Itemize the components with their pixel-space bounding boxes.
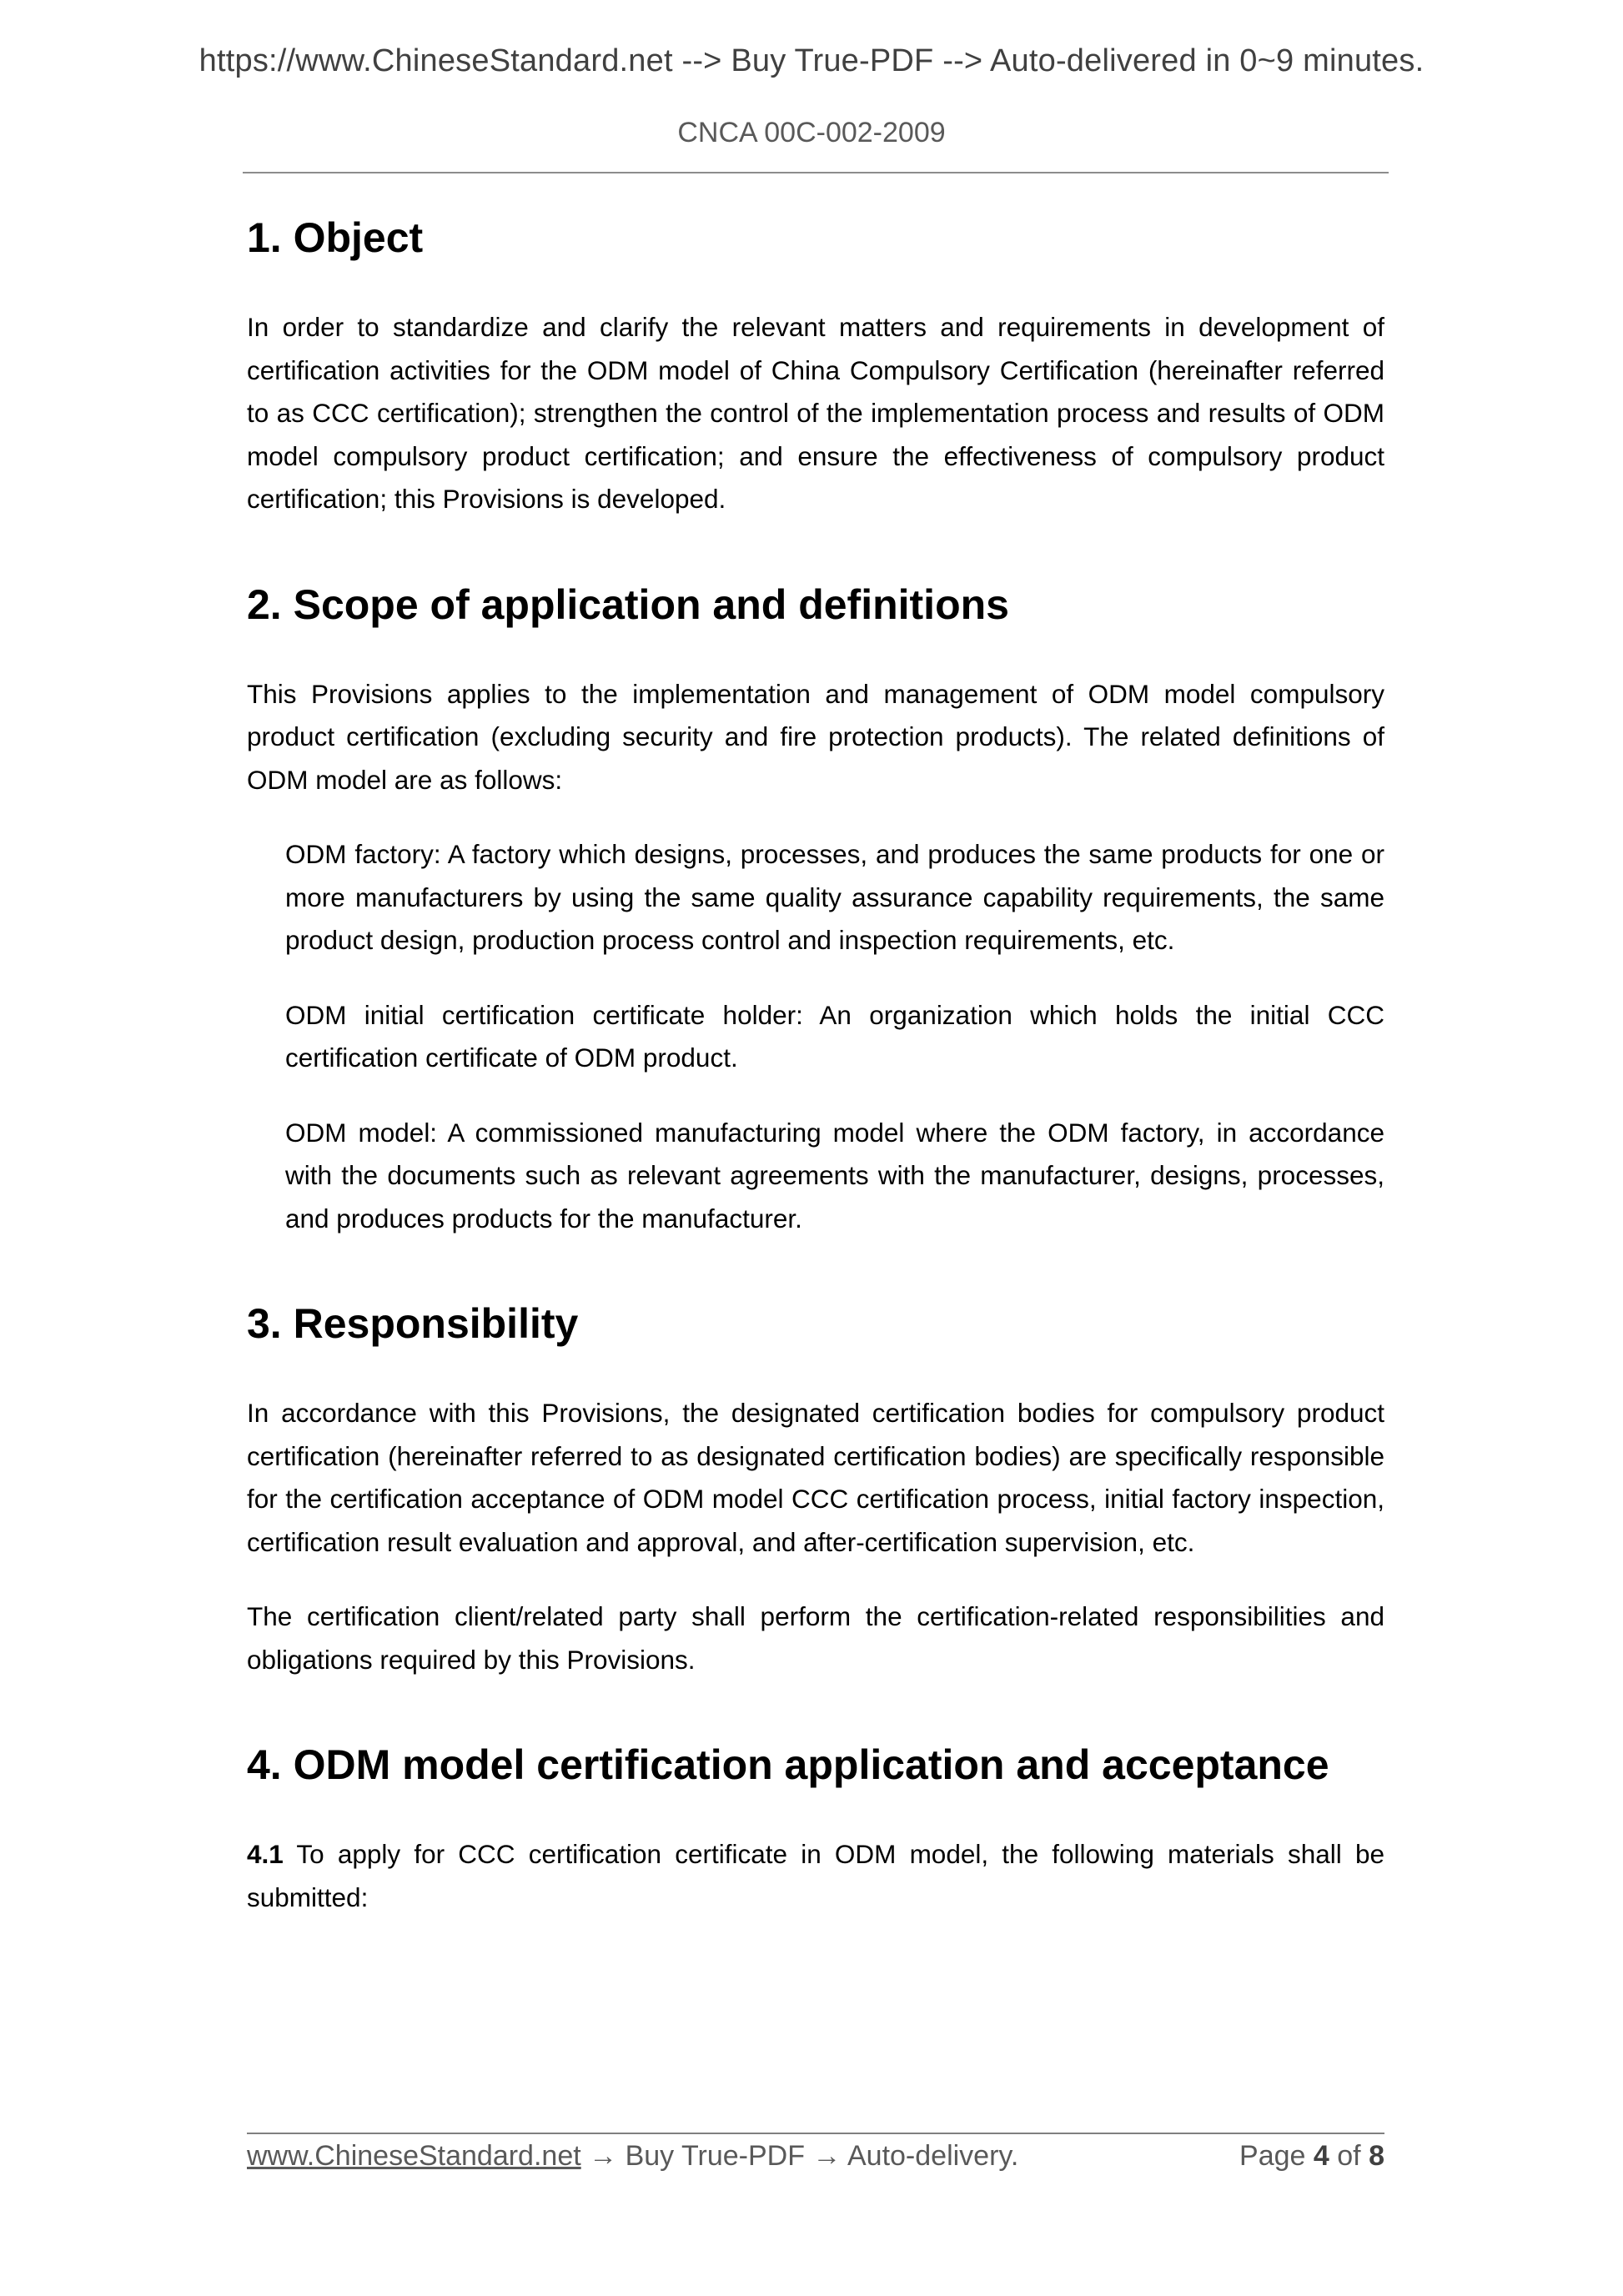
- section-application: [247, 1740, 1384, 1919]
- footer-divider: [247, 2133, 1384, 2134]
- top-banner: https://www.ChineseStandard.net --> Buy True-PDF --> Auto-delivered in 0~9 minutes.: [198, 43, 1425, 78]
- paragraph: In order to standardize and clarify the relevant matters and requirements in development of certification activities for the ODM model of China Compulsory Certification (hereinafter referred to as CCC certification); strengthen the control of the implementation process and results of ODM model compulsory product certification; and ensure the effectiveness of compulsory product certification; this Provisions is developed.: [247, 312, 1384, 514]
- paragraph: In accordance with this Provisions, the designated certification bodies for compulsory product certification (hereinafter referred to as designated certification bodies) are specifically responsible for the certification acceptance of ODM model CCC certification process, initial factory inspection, certification result evaluation and approval, and after-certification supervision, etc.: [247, 1398, 1384, 1557]
- section-object: [247, 213, 1384, 521]
- page-number: [1239, 2137, 1384, 2175]
- definition-certificate-holder: ODM initial certification certificate holder: An organization which holds the initial CCC certification certificate of ODM product.: [285, 999, 1384, 1073]
- clause-text: To apply for CCC certification certificate in ODM model, the following materials shall be submitted:: [247, 1839, 1384, 1912]
- document-code: CNCA 00C-002-2009: [677, 117, 946, 148]
- section-heading: 1. Object: [247, 214, 424, 261]
- paragraph: [247, 1833, 1384, 1919]
- section-heading: 4. ODM model certification application and acceptance: [247, 1741, 1329, 1788]
- paragraph: This Provisions applies to the implementation and management of ODM model compulsory product certification (excluding security and fire protection products). The related definitions of ODM model are as follows:: [247, 678, 1384, 795]
- footer-tagline: → Buy True-PDF → Auto-delivery.: [580, 2140, 1019, 2172]
- page-content: [247, 213, 1384, 1919]
- section-heading: 3. Responsibility: [247, 1300, 579, 1347]
- paragraph: The certification client/related party shall perform the certification-related responsibilities and obligations required by this Provisions.: [247, 1601, 1384, 1675]
- definition-odm-factory: ODM factory: A factory which designs, processes, and produces the same products for one or more manufacturers by using the same quality assurance capability requirements, the same product design, production process control and inspection requirements, etc.: [285, 839, 1384, 955]
- page-footer: [247, 2137, 1384, 2175]
- page-label: Page: [1239, 2140, 1314, 2172]
- section-responsibility: [247, 1299, 1384, 1681]
- clause-number: 4.1: [247, 1839, 284, 1869]
- footer-site-link[interactable]: www.ChineseStandard.net: [247, 2140, 581, 2172]
- section-heading: 2. Scope of application and definitions: [247, 580, 1009, 628]
- page-total: 8: [1369, 2140, 1384, 2172]
- definition-odm-model: ODM model: A commissioned manufacturing model where the ODM factory, in accordance with the documents such as relevant agreements with the manufacturer, designs, processes, and produces products for the manufacturer.: [285, 1117, 1384, 1233]
- header-divider: [243, 172, 1389, 173]
- page-of: of: [1329, 2140, 1369, 2172]
- page-current: 4: [1313, 2140, 1329, 2172]
- section-scope: [247, 580, 1384, 1241]
